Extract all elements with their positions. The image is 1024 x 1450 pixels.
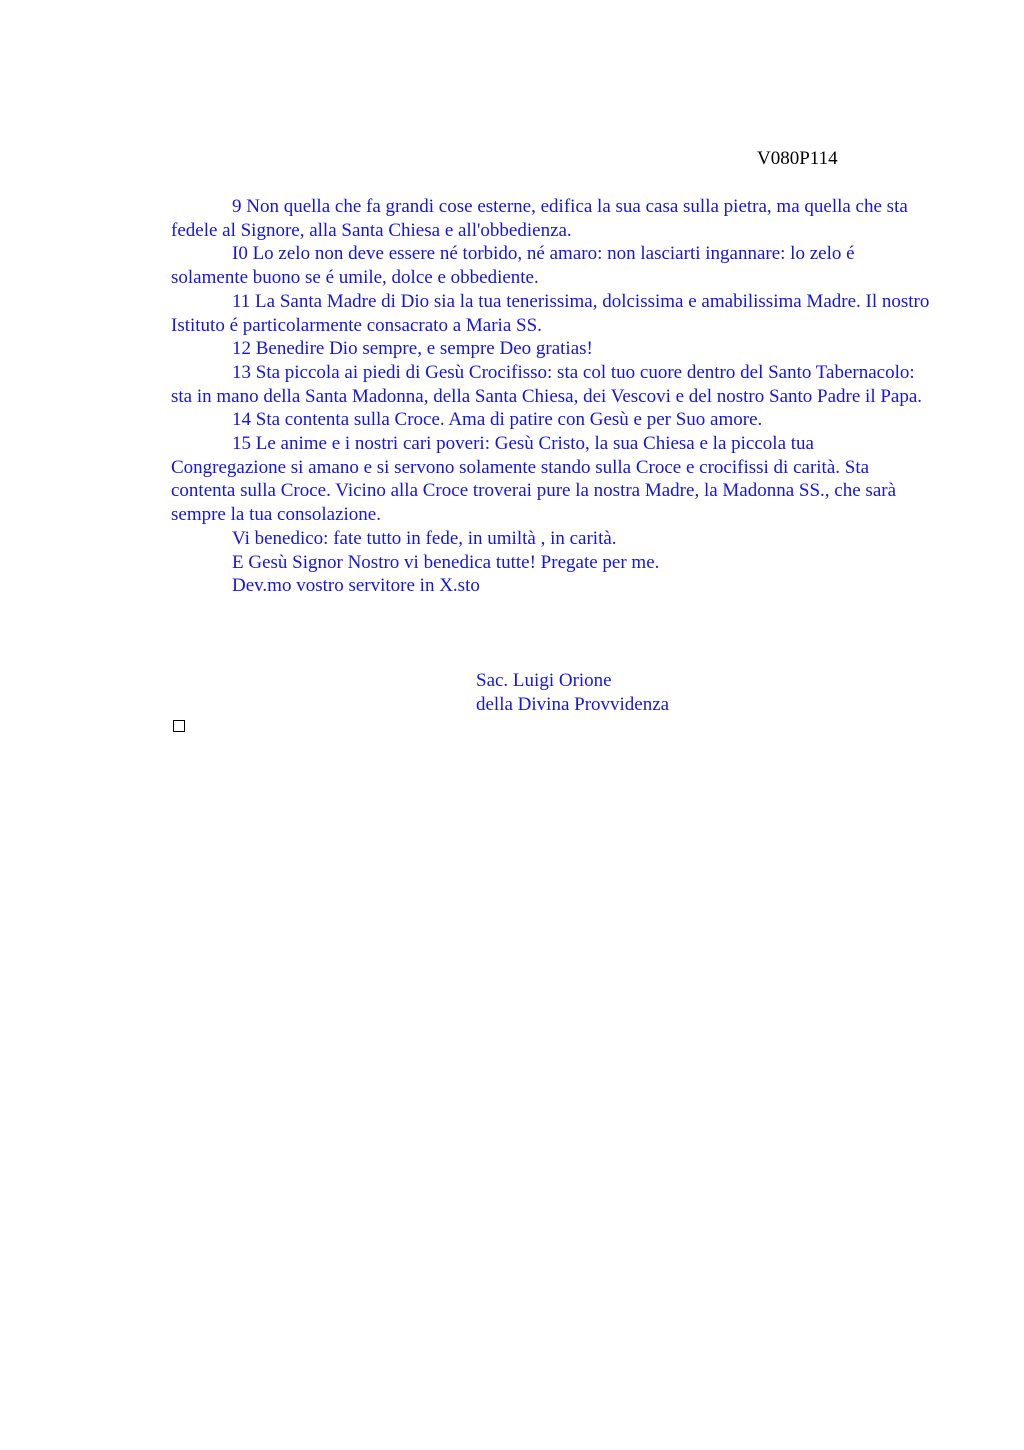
signature-name: Sac. Luigi Orione (476, 670, 612, 691)
paragraph-10: I0 Lo zelo non deve essere né torbido, né amaro: non lasciarti ingannare: lo zelo é solamente buono se é umile, dolce e obbediente. (171, 243, 855, 289)
page-code: V080P114 (757, 148, 838, 169)
paragraph-12: 12 Benedire Dio sempre, e sempre Deo gratias! (232, 338, 593, 360)
paragraph-11: 11 La Santa Madre di Dio sia la tua tenerissima, dolcissima e amabilissima Madre. Il nostro Istituto é particolarmente consacrato a Maria SS. (171, 290, 930, 336)
blessing-line: Vi benedico: fate tutto in fede, in umiltà , in carità. (232, 527, 617, 549)
prayer-request-line: E Gesù Signor Nostro vi benedica tutte! Pregate per me. (232, 551, 660, 573)
paragraph-9: 9 Non quella che fa grandi cose esterne, edifica la sua casa sulla pietra, ma quella che sta fedele al Signore, alla Santa Chiesa e all'obbedienza. (171, 196, 908, 241)
paragraph-14: 14 Sta contenta sulla Croce. Ama di patire con Gesù e per Suo amore. (232, 409, 763, 431)
signature (476, 669, 669, 716)
signature-title: della Divina Provvidenza (476, 693, 670, 715)
closing-line: Dev.mo vostro servitore in X.sto (232, 575, 480, 597)
paragraph-13: 13 Sta piccola ai piedi di Gesù Crocifisso: sta col tuo cuore dentro del Santo Tabernacolo: sta in mano della Santa Madonna, della Santa Chiesa, dei Vescovi e del nostro Santo Padre il Papa. (171, 361, 923, 407)
empty-square-icon (173, 720, 185, 732)
paragraph-15: 15 Le anime e i nostri cari poveri: Gesù Cristo, la sua Chiesa e la piccola tua Congregazione si amano e si servono solamente stando sulla Croce e crocifissi di carità. Sta contenta sulla Croce. Vicino alla Croce troverai pure la nostra Madre, la Madonna SS., che sarà sempre la tua consolazione. (171, 433, 897, 526)
letter-body (171, 195, 931, 598)
